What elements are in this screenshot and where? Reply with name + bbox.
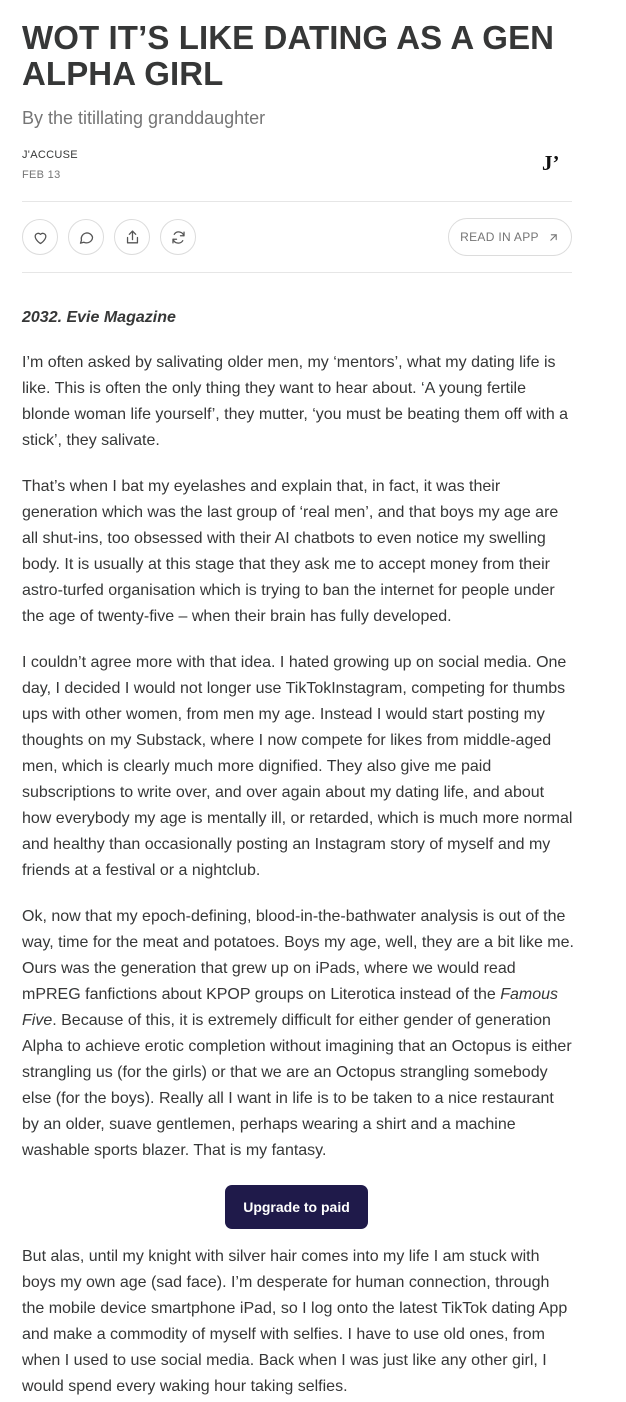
paragraph-5: But alas, until my knight with silver hair comes into my life I am stuck with boys my own age (sad face). I’m desperate for human connection, through the mobile device smartphone iPad, so I log onto the latest TikTok dating App and make a commodity of myself with selfies. I have to use old ones, from when I used to use social media. Back when I was just like any other girl, I would spend every waking hour taking selfies. [22, 1248, 568, 1395]
share-button[interactable] [114, 219, 150, 255]
restack-icon [170, 229, 187, 246]
like-button[interactable] [22, 219, 58, 255]
famous-five-title: Famous Five [22, 986, 558, 1029]
publication-logo[interactable]: J’ [542, 151, 560, 175]
paragraph-4-part-a: Ok, now that my epoch-defining, blood-in-the-bathwater analysis is out of the way, time for the meat and potatoes. Boys my age, well, they are a bit like me. Ours was the generation that grew up on iPads, where we would read mPREG fanfictions about KPOP groups on Literotica instead of the [22, 908, 574, 1003]
comment-button[interactable] [68, 219, 104, 255]
arrow-up-right-icon [547, 231, 560, 244]
paragraph-2: That’s when I bat my eyelashes and explain that, in fact, it was their generation which was the last group of ‘real men’, and that boys my age are all shut-ins, too obsessed with their AI chatbots to even notice my swelling body. It is usually at this stage that they ask me to accept money from their astro-turfed organisation which is trying to ban the internet for people under the age of twenty-five – when their brain has fully developed. [22, 478, 559, 625]
restack-button[interactable] [160, 219, 196, 255]
read-in-app-label: READ IN APP [460, 230, 539, 244]
heart-icon [32, 229, 49, 246]
paragraph-1: I’m often asked by salivating older men, my ‘mentors’, what my dating life is like. This is often the only thing they want to hear about. ‘A young fertile blonde woman life yourself’, they mutter, ‘you must be beating them off with a stick’, they salivate. [22, 354, 569, 449]
section-heading: 2032. Evie Magazine [22, 309, 176, 326]
read-in-app-button[interactable] [448, 218, 572, 256]
divider-bottom [22, 272, 572, 273]
post-date: FEB 13 [22, 169, 61, 181]
paragraph-4-part-b: . Because of this, it is extremely difficult for either gender of generation Alpha to achieve erotic completion without imagining that an Octopus is either strangling us (for the girls) or that we are an Octopus strangling somebody else (for the boys). Really all I want in life is to be taken to a nice restaurant by an older, suave gentlemen, perhaps wearing a shirt and a machine washable sports blazer. That is my fantasy. [22, 1012, 572, 1159]
paragraph-4 [22, 904, 574, 1164]
publication-name[interactable]: J'ACCUSE [22, 149, 78, 161]
divider-top [22, 201, 572, 202]
post-subtitle: By the titillating granddaughter [22, 108, 266, 128]
share-icon [124, 229, 141, 246]
post-title: WOT IT’S LIKE DATING AS A GEN ALPHA GIRL [22, 19, 555, 92]
comment-icon [78, 229, 95, 246]
upgrade-to-paid-button[interactable]: Upgrade to paid [225, 1185, 368, 1229]
paragraph-3: I couldn’t agree more with that idea. I hated growing up on social media. One day, I decided I would not longer use TikTokInstagram, competing for thumbs ups with other women, from men my age. Instead I would start posting my thoughts on my Substack, where I now compete for likes from middle-aged men, which is clearly much more dignified. They also give me paid subscriptions to write over, and over again about my dating life, and about how everybody my age is mentally ill, or retarded, which is much more normal and healthy than occasionally posting an Instagram story of myself and my friends at a festival or a nightclub. [22, 654, 573, 879]
